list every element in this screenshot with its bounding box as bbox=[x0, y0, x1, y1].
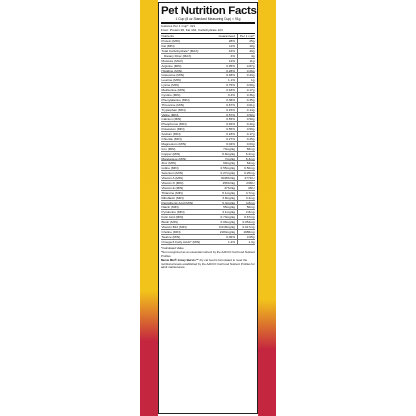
nutrient-guaranteed: 3.8mg/kg bbox=[222, 195, 235, 200]
nutrient-name: Potassium (MIN) bbox=[161, 127, 185, 132]
nutrient-name: Histidine (MIN) bbox=[161, 68, 182, 73]
calories-per-cup: Calories Per 1 Cup*: 321 bbox=[161, 24, 196, 28]
nutrient-guaranteed: 0.27mg/kg bbox=[220, 171, 235, 176]
nutrient-name: Arginine (MIN) bbox=[161, 63, 182, 68]
nutrient-per-cup: 0.14g bbox=[237, 108, 255, 112]
nutrient-per-cup: 0.67mg bbox=[237, 215, 255, 219]
nutrient-per-cup: 0.17g bbox=[237, 132, 255, 136]
header-nutrients: Nutrients bbox=[161, 34, 174, 39]
nutrient-guaranteed: 0.4% bbox=[227, 92, 235, 97]
nutrient-per-cup: 1986mg bbox=[237, 230, 255, 234]
nutrient-per-cup: 0.03g bbox=[237, 142, 255, 146]
nutrient-name: Moisture (MAX) bbox=[161, 58, 183, 63]
nutrient-guaranteed: 5.3mg/kg bbox=[222, 200, 235, 205]
nutrient-guaranteed: 0.57% bbox=[226, 112, 235, 117]
nutrient-name: Iron (MIN) bbox=[161, 146, 176, 151]
nutrient-guaranteed: 11% bbox=[229, 44, 235, 49]
nutrient-guaranteed: 3048IU/kg bbox=[220, 176, 235, 181]
nutrient-guaranteed: 0.06mg/kg bbox=[220, 220, 235, 225]
calories-block bbox=[161, 25, 255, 34]
nutrient-per-cup: 11g bbox=[237, 59, 255, 63]
nutrient-guaranteed: 12% bbox=[228, 58, 235, 63]
nutrient-name: Leucine (MIN) bbox=[161, 78, 181, 83]
nutrient-per-cup: 25g bbox=[237, 39, 255, 43]
label-title: Pet Nutrition Facts bbox=[161, 5, 257, 17]
nutrient-name: Cystine (MIN) bbox=[161, 92, 181, 97]
nutrient-per-cup: 0.52g bbox=[237, 113, 255, 117]
nutrient-guaranteed: 0.75% bbox=[226, 83, 235, 88]
nutrient-name: Sodium (MIN) bbox=[161, 132, 181, 136]
nutrient-guaranteed: 0.018mg/kg bbox=[218, 225, 235, 230]
nutrient-name: Iodine (MIN) bbox=[161, 166, 179, 171]
nutrient-per-cup: 0.36g bbox=[237, 93, 255, 97]
nutrient-per-cup: 0.25mg bbox=[237, 171, 255, 175]
nutrient-name: Threonine (MIN) bbox=[161, 102, 185, 107]
nutrient-per-cup: 4g bbox=[237, 54, 255, 58]
nutrient-name: Phosphorus (MIN) bbox=[161, 122, 187, 127]
aafco-statement-text: dry cat food is formulated to meet the nutritional levels established by the AAFCO Cat Food Nutrient Profiles for adult maintenance. bbox=[161, 258, 255, 270]
nutrient-name: Manganese (MIN) bbox=[161, 156, 187, 161]
footnote-calculated: *Calculated Value bbox=[161, 245, 184, 250]
nutrient-per-cup: 0.017mg bbox=[237, 225, 255, 229]
nutrient-name: Vitamin E (MIN) bbox=[161, 185, 184, 190]
nutrient-per-cup: 0.69g bbox=[237, 83, 255, 87]
nutrient-per-cup: 0.50g bbox=[237, 117, 255, 121]
nutrient-per-cup: 0.42g bbox=[237, 122, 255, 126]
nutrient-name: Vitamin D (MIN) bbox=[161, 181, 184, 185]
nutrient-name: Zinc (MIN) bbox=[161, 161, 176, 166]
nutrient-name: Vitamin A (MIN) bbox=[161, 176, 183, 181]
nutrient-name: Valine (MIN) bbox=[161, 112, 179, 117]
nutrient-name: Biotin (MIN) bbox=[161, 220, 178, 225]
nutrient-guaranteed: 0.06% bbox=[226, 234, 235, 239]
nutrient-guaranteed: 37IU/kg bbox=[224, 185, 235, 190]
nutrient-guaranteed: 0.55% bbox=[226, 117, 235, 122]
nutrient-guaranteed: 6.8mg/kg bbox=[222, 151, 235, 156]
nutrient-per-cup: 0.25g bbox=[237, 137, 255, 141]
nutrient-per-cup: 0.054mg bbox=[237, 220, 255, 224]
nutrient-per-cup: 6.3mg bbox=[237, 157, 255, 161]
nutrient-per-cup: 40g bbox=[237, 49, 255, 53]
nutrient-guaranteed: 0.18% bbox=[226, 132, 235, 137]
nutrient-name: Copper (MIN) bbox=[161, 151, 181, 156]
package-yellow-red-stripe-right bbox=[258, 0, 276, 416]
nutrient-name: Omega-6 Fatty Acids* (MIN) bbox=[161, 239, 201, 244]
nutrient-name: Riboflavin (MIN) bbox=[161, 195, 184, 200]
package-yellow-red-stripe-left bbox=[140, 0, 158, 416]
nutrient-name: Thiamine (MIN) bbox=[161, 190, 183, 195]
nutrition-facts-label bbox=[158, 2, 258, 414]
nutrient-name: Methionine (MIN) bbox=[161, 88, 186, 92]
brand-name: Meow Mix® Gravy Bursts™ bbox=[161, 258, 199, 263]
nutrient-guaranteed: 256IU/kg bbox=[222, 181, 235, 186]
nutrient-guaranteed: 0.27% bbox=[226, 137, 235, 141]
nutrient-guaranteed: 0.28% bbox=[226, 68, 235, 73]
nutrient-name: Pantothenic Acid (MIN) bbox=[161, 200, 194, 205]
nutrient-name: Dietary Fiber (MAX) bbox=[164, 53, 192, 58]
nutrient-per-cup: 4.7mg bbox=[237, 191, 255, 195]
nutrient-per-cup: 4.8mg bbox=[237, 201, 255, 205]
nutrient-per-cup: 0.87g bbox=[237, 64, 255, 68]
nutrient-name: Protein (MIN) bbox=[161, 39, 180, 44]
nutrient-per-cup: 0.35g bbox=[237, 98, 255, 102]
nutrient-guaranteed: 69mg/kg bbox=[223, 161, 235, 166]
nutrient-guaranteed: 0.38% bbox=[226, 97, 235, 102]
nutrient-per-cup: 1.3g bbox=[237, 240, 255, 244]
label-footnotes bbox=[161, 247, 255, 270]
header-guaranteed: Guaranteed bbox=[218, 34, 235, 39]
nutrient-name: Choline (MIN) bbox=[161, 229, 181, 234]
nutrient-guaranteed: 5.1mg/kg bbox=[222, 190, 235, 195]
nutrient-per-cup: 3.4mg bbox=[237, 196, 255, 200]
nutrient-per-cup: 2.8mg bbox=[237, 210, 255, 214]
calories-breakdown: From: Protein 96, Fat 102, Carbohydrate 123 bbox=[161, 27, 223, 32]
nutrient-table-body bbox=[161, 39, 255, 244]
nutrient-per-cup: 50mg bbox=[237, 205, 255, 209]
nutrient-name: Fat (MIN) bbox=[161, 44, 175, 48]
nutrient-guaranteed: 0.04% bbox=[226, 141, 235, 146]
nutrient-name: Chloride (MIN) bbox=[161, 137, 182, 141]
nutrient-per-cup: 0.05g bbox=[237, 235, 255, 239]
nutrient-per-cup: 0.17g bbox=[237, 88, 255, 92]
nutrient-name: Vitamin B12 (MIN) bbox=[161, 225, 187, 229]
nutrient-name: Calcium (MIN) bbox=[161, 117, 182, 122]
nutrient-guaranteed: 0.55% bbox=[226, 127, 235, 132]
nutrient-per-cup: 0.50g bbox=[237, 127, 255, 131]
header-per-cup: Per 1 cup* bbox=[237, 34, 255, 38]
nutrient-per-cup: 0.61g bbox=[237, 103, 255, 107]
nutrient-per-cup: 66mg bbox=[237, 147, 255, 151]
nutrient-guaranteed: 73mg/kg bbox=[223, 146, 235, 151]
nutrient-name: Pyridoxine (MIN) bbox=[161, 210, 185, 215]
nutrient-name: Taurine (MIN) bbox=[161, 234, 181, 239]
nutrient-per-cup: 0.26g bbox=[237, 69, 255, 73]
nutrient-guaranteed: 0.48% bbox=[226, 73, 235, 78]
nutrient-guaranteed: 0.46% bbox=[226, 122, 235, 127]
nutrient-per-cup: 233IU bbox=[237, 181, 255, 185]
serving-size: 1 Cup (8 oz Standard Measuring Cup) = 91g bbox=[161, 17, 255, 24]
nutrient-name: Isoleucine (MIN) bbox=[161, 73, 185, 78]
nutrient-per-cup: 6.2mg bbox=[237, 152, 255, 156]
nutrient-guaranteed: 2184mg/kg bbox=[219, 229, 235, 234]
nutrient-guaranteed: 28% bbox=[228, 39, 235, 44]
nutrient-guaranteed: 55mg/kg bbox=[223, 205, 235, 210]
nutrient-guaranteed: 0.18% bbox=[226, 88, 235, 93]
nutrient-name: Selenium (MIN) bbox=[161, 171, 183, 176]
nutrient-name: Tryptophan (MIN) bbox=[161, 107, 186, 112]
nutrient-guaranteed: 1.1% bbox=[227, 78, 235, 83]
nutrient-per-cup: 62mg bbox=[237, 161, 255, 165]
nutrient-guaranteed: 44% bbox=[228, 48, 235, 53]
nutrient-guaranteed: 4% bbox=[230, 53, 235, 58]
footnote-not-recognized: *Not recognized as an essential nutrient by the AAFCO Cat Food Nutrient Profiles bbox=[161, 250, 255, 258]
nutrient-name: Phenylalanine (MIN) bbox=[161, 97, 190, 102]
nutrient-guaranteed: 1.4% bbox=[227, 239, 235, 244]
nutrient-per-cup: 33IU bbox=[237, 186, 255, 190]
nutrient-guaranteed: 0.95% bbox=[226, 63, 235, 68]
nutrient-per-cup: 2771IU bbox=[237, 176, 255, 180]
nutrient-per-cup: 0.50mg bbox=[237, 166, 255, 170]
footnote-aafco-statement bbox=[161, 259, 255, 270]
nutrient-guaranteed: 7mg/kg bbox=[224, 156, 235, 161]
nutrient-guaranteed: 0.15% bbox=[226, 107, 235, 112]
nutrient-name: Total Carbohydrate* (MAX) bbox=[161, 48, 199, 53]
table-row bbox=[161, 240, 255, 245]
nutrient-name: Niacin (MIN) bbox=[161, 205, 179, 210]
nutrient-guaranteed: 3.1mg/kg bbox=[222, 210, 235, 215]
nutrient-name: Magnesium (MIN) bbox=[161, 141, 187, 146]
nutrient-name: Folic Acid (MIN) bbox=[161, 215, 184, 220]
nutrient-name: Lysine (MIN) bbox=[161, 83, 179, 88]
nutrient-guaranteed: 0.55mg/kg bbox=[220, 166, 235, 171]
nutrient-per-cup: 0.43g bbox=[237, 73, 255, 77]
nutrient-guaranteed: 0.73mg/kg bbox=[220, 215, 235, 220]
nutrient-per-cup: 10g bbox=[237, 44, 255, 48]
nutrient-per-cup: 1g bbox=[237, 78, 255, 82]
nutrient-guaranteed: 0.67% bbox=[226, 102, 235, 107]
